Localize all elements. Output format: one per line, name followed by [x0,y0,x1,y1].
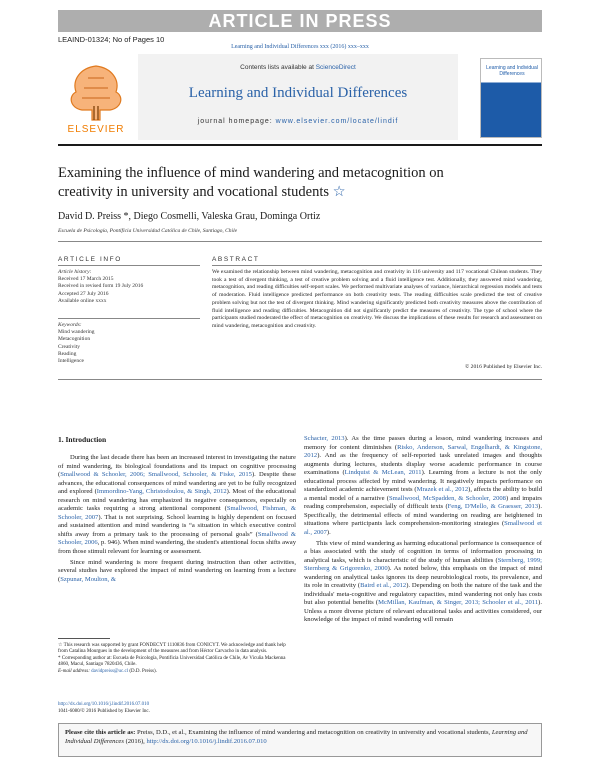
abstract-rule [212,265,542,266]
citation-box [58,723,542,757]
keyword: Intelligence [58,358,84,365]
citation-prefix: Please cite this article as: [65,729,136,736]
abstract-label: ABSTRACT [212,256,260,263]
homepage-prefix: journal homepage: [197,118,273,125]
homepage-link[interactable]: www.elsevier.com/locate/lindif [275,118,399,125]
citation-link[interactable]: Smallwood et al., 2007 [304,520,542,537]
citation-journal: Learning and Individual Differences [65,729,528,745]
funding-footnote: ☆ This research was supported by grant FONDECYT 1110836 from CONICYT. We acknowledge and thank help from Catalina Mourgues in the development of the measures and from Héctor Carvacho in data analysis. [58,643,286,655]
article-in-press-banner: ARTICLE IN PRESS [58,10,542,32]
citation-text: Preiss, D.D., et al., Examining the influence of mind wandering and metacognition on creativity in university and vocational students, [136,729,491,736]
citation-link[interactable]: Feng, D'Mello, & Graesser, 2013 [447,503,539,511]
copyright-notice: © 2016 Published by Elsevier Inc. [465,364,542,370]
keyword: Mind wandering [58,329,95,336]
elsevier-tree-logo [58,60,134,124]
citation-link[interactable]: Lindquist & McLean, 2011 [344,469,422,477]
paragraph-text: Since mind wandering is more frequent during instruction than other activities, several studies have explored the impact of mind wandering on learning from a lecture ( [58,558,296,583]
citation-link[interactable]: McMillan, Kaufman, & Singer, 2013; Schooler et al., 2011 [378,599,539,607]
paragraph-text: During the last decade there has been an increased interest in investigating the nature of mind wandering, its biological foundations and its impact on cognitive processing ( [58,454,296,479]
citation-year: (2016), [125,738,145,745]
divider [58,241,542,242]
abstract-text: We examined the relationship between mind wandering, metacognition and creativity in 116 university and 117 vocational Chilean students. They took a test of divergent thinking, a test of creative problem solving and a fluid intelligence test. Additionally, they answered mind wandering, metacognition, and reading difficulties self-report scales. We performed multivariate analyses of variance, hierarchical regression models and tests of moderation. Fluid intelligence predicted performance on both creativity tests. The reading difficulties scale predicted the test of creative problem solving but not the test of divergent thinking. Mind wandering significantly predicted both creativity measures above the contribution of fluid intelligence and reading difficulties. Metacognition did not significantly predict the measures of creativity. The type of school where the participants studied moderated the effect of metacognition on creativity. We discuss the implications of these results for research and assessment on mind wandering, metacognition and creativity. [212,269,543,329]
journal-header [58,54,542,140]
paragraph-text: ). And as the frequency of self-reported task unrelated images and thoughts augments during lectures, students display worse academic performance in course examinations ( [304,452,542,477]
journal-homepage-line [138,118,458,125]
paragraph-text: ), affects the ability to build a mental model of a narrative ( [304,486,543,502]
journal-masthead [138,54,458,140]
keyword: Creativity [58,343,80,350]
citation-link[interactable]: Smallwood & Schooler, 2006; Smallwood, Schooler, & Fiske, 2015 [60,471,252,479]
paragraph-text: ) and impairs reading comprehension, especially of difficult texts ( [304,494,542,511]
history-item: Received in revised form 19 July 2016 [58,283,144,290]
history-label: Article history: [58,269,92,275]
keywords-label: Keywords: [58,322,82,328]
citation-link[interactable]: Smallwood, McSpadden, & Schooler, 2008 [388,494,506,502]
journal-cover-thumbnail [480,58,542,138]
email-label: E-mail address: [58,668,90,674]
article-title [58,164,488,202]
paragraph-text: ). As noted below, this emphasis on the impact of mind wandering on analytical tasks ignores its deep neurobiological roots, its prevalence, and its role in creativity ( [304,565,542,590]
doi-link[interactable]: http://dx.doi.org/10.1016/j.lindif.2016.07.010 [58,702,150,707]
section-heading: 1. Introduction [58,435,107,444]
paragraph-text: ). Specifically, the detrimental effects of mind wandering on reading are heightened in situations where participants lack comprehension-monitoring strategies ( [304,503,542,528]
reference-id: LEAIND-01324; No of Pages 10 [58,35,165,44]
doi-block [58,702,150,715]
keywords-rule [58,318,200,319]
email-suffix: (D.D. Preiss). [129,668,157,674]
paragraph-text: ). Unless a more diverse picture of relevant educational tasks and activities considered, our knowledge of the impact of mind wandering will remain [304,599,542,624]
journal-title: Learning and Individual Differences [188,85,408,101]
citation-link[interactable]: Immordino-Yang, Christodoulou, & Singh, 2012 [96,488,227,496]
keyword: Reading [58,350,77,357]
citation-link[interactable]: Risko, Anderson, Sarwal, Engelhardt, & Kingstone, 2012 [304,443,542,460]
author-list: David D. Preiss *, Diego Cosmelli, Valeska Grau, Dominga Ortiz [58,211,321,222]
paragraph [58,454,296,557]
paragraph [304,540,542,625]
keywords [58,322,95,365]
paragraph-text: This view of mind wandering as harming educational performance is consequence of a bias associated with the study of cognition in terms of information processing in analytical tasks, which is characteristic of the study of human abilities ( [304,539,542,564]
citation-link[interactable]: Smallwood & Schooler, 2006 [58,530,296,547]
footnotes [58,643,296,675]
sciencedirect-link[interactable]: ScienceDirect [315,64,356,71]
contents-available-line [138,64,458,71]
paragraph-text: ). As the time passes during a lesson, mind wandering increases and memory for content diminishes ( [304,435,542,451]
history-item: Received 17 March 2015 [58,276,114,283]
citation-link[interactable]: Baird et al., 2012 [360,582,407,590]
paragraph [58,559,296,585]
cover-title: Learning and Individual Differences [486,65,538,77]
paragraph-text: ). Depending on both the nature of the task and the individuals' meta-cognitive and regulatory capacities, mind wandering not only has costs but also potential benefits ( [304,582,542,607]
body-column-right [304,435,542,625]
corresponding-author-footnote: * Corresponding author at: Escuela de Psicología, Pontificia Universidad Católica de Chile, Av Vicuña Mackenna 4860, Macul, Santiago 7820436, Chile. [58,655,286,668]
title-footnote-mark[interactable]: ☆ [332,184,346,200]
paragraph [304,435,542,538]
divider [58,379,542,380]
article-history [58,269,143,305]
email-footnote [58,669,296,675]
body-column-left [58,454,296,584]
citation-link[interactable]: Mrazek et al., 2012 [416,486,469,494]
keyword: Metacognition [58,336,91,343]
journal-citation-line[interactable]: Learning and Individual Differences xxx (2016) xxx–xxx [231,44,369,50]
paragraph-text: ). That is not surprising. School learning is highly dependent on focused and sustained attention and mind wandering is “a situation in which executive control shifts away from a primary task to the processing of personal goals” ( [58,513,296,538]
footnote-rule [58,638,110,639]
article-title-text: Examining the influence of mind wandering and metacognition on creativity in university and vocational students [58,165,444,200]
article-info-rule [58,265,200,266]
citation-link[interactable]: Smallwood, Fishman, & Schooler, 2007 [58,505,296,521]
publisher-name: ELSEVIER [67,124,125,135]
paragraph-text: ). Despite these advances, the educational consequences of mind wandering are yet to be fully recognized and explored ( [58,471,296,496]
article-info-label: ARTICLE INFO [58,256,122,263]
paragraph-text: , p. 946). When mind wandering, the student's attentional focus shifts away from those stimuli relevant for learning or assessment. [58,539,296,556]
issn-copyright: 1041-6080/© 2016 Published by Elsevier Inc. [58,708,150,714]
citation-doi-link[interactable]: http://dx.doi.org/10.1016/j.lindif.2016.07.010 [146,738,267,745]
history-item: Available online xxxx [58,297,107,304]
paragraph-text: ). Learning from a lecture is not the only educational process affected by mind wandering. It negatively impacts performance on standardized academic achievement tests ( [304,469,542,494]
citation-link[interactable]: Szpunar, Moulton, & [60,575,116,583]
history-item: Accepted 27 July 2016 [58,290,109,297]
paragraph-text: ). [326,529,331,537]
header-rule [58,144,542,146]
citation-link[interactable]: Schacter, 2013 [304,435,345,442]
citation-link[interactable]: Sternberg, 1999; Sternberg & Grigorenko, 2000 [304,556,542,573]
contents-prefix: Contents lists available at [240,64,314,71]
paragraph-text: ). Most of the educational research on mind wandering has emphasized its negative consequences, especially on academic tasks requiring a strong attentional component ( [58,488,297,513]
email-link[interactable]: davidpreiss@uc.cl [91,668,129,674]
affiliation: Escuela de Psicología, Pontificia Universidad Católica de Chile, Santiago, Chile [58,228,238,234]
